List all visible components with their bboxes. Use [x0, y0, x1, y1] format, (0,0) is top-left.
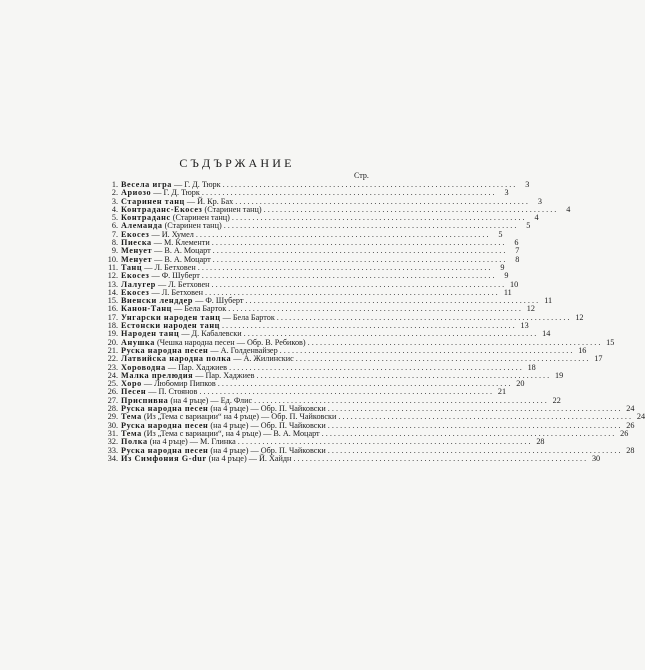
- entry-subtitle: — Пар. Хаджиев: [165, 362, 228, 372]
- entry-page-number: 18: [527, 362, 536, 372]
- entry-subtitle: — Д. Кабалевски: [179, 329, 242, 339]
- entry-number: 20.: [107, 337, 118, 347]
- entry-title: Ариозо: [121, 188, 152, 198]
- entry-page-number: 10: [510, 279, 519, 289]
- entry-page-number: 9: [504, 271, 509, 281]
- entry-title: Старинен танц: [121, 196, 185, 206]
- entry-subtitle: — А. Жилинскис: [231, 354, 294, 364]
- entry-page-number: 8: [515, 254, 520, 264]
- entry-subtitle: (Из „Тема с вариации“, на 4 ръце) — В. А. Моцарт: [141, 428, 320, 438]
- entry-subtitle: — Пар. Хаджиев: [193, 370, 255, 380]
- entry-page-number: 28: [536, 437, 545, 447]
- entry-title: Алеманда: [121, 221, 163, 231]
- entry-title: Хороводна: [121, 362, 166, 372]
- entry-title: Тема: [121, 428, 142, 438]
- entry-page-number: 3: [504, 188, 509, 198]
- entry-title: Руска народна песен: [121, 445, 209, 455]
- entry-number: 8.: [111, 238, 118, 248]
- entry-subtitle: — В. А. Моцарт: [152, 246, 211, 256]
- entry-title: Приспивна: [121, 395, 169, 405]
- entry-title: Анушка: [121, 337, 155, 347]
- entry-title: Весела игра: [121, 180, 172, 189]
- entry-subtitle: — М. Клементи: [151, 238, 210, 248]
- entry-title: Виенски ленддер: [121, 296, 194, 306]
- entry-subtitle: — Г. Д. Тюрк: [171, 180, 221, 189]
- entry-title: Народен танц: [121, 329, 180, 339]
- entry-page-number: 24: [626, 404, 635, 414]
- entry-number: 22.: [107, 354, 118, 364]
- entry-text: [121, 455, 291, 463]
- entry-subtitle: — Любомир Пипков: [141, 379, 216, 389]
- entry-number: 30.: [107, 420, 118, 430]
- entry-page-number: 19: [555, 370, 564, 380]
- entry-page-number: 14: [542, 329, 551, 339]
- entry-number: 3.: [111, 196, 118, 206]
- entry-number: 14.: [107, 287, 118, 297]
- entry-number: 16.: [107, 304, 118, 314]
- entry-number: 4.: [111, 204, 118, 214]
- entry-number: 31.: [107, 428, 118, 438]
- entry-page-number: 24: [636, 412, 645, 422]
- entry-title: Пиеска: [121, 238, 152, 248]
- page-title: СЪДЪРЖАНИЕ: [179, 156, 295, 170]
- entry-page-number: 11: [544, 296, 553, 306]
- entry-page-number: 26: [626, 420, 635, 430]
- entry-page-number: 11: [503, 287, 512, 297]
- entry-title: Канон-Танц: [121, 304, 172, 314]
- entry-title: Тема: [121, 412, 142, 422]
- entry-page-number: 5: [526, 221, 531, 231]
- entry-page-number: 30: [591, 453, 601, 463]
- entry-number: 1.: [111, 180, 118, 189]
- entry-number: 18.: [107, 321, 118, 331]
- entry-number: 13.: [107, 279, 118, 289]
- entry-title: Екосез: [121, 271, 150, 281]
- dot-leader: [291, 455, 586, 463]
- entry-subtitle: — А. Голденвайзер: [208, 345, 278, 355]
- entry-subtitle: — Бела Барток: [171, 304, 227, 314]
- entry-page-number: 21: [497, 387, 507, 397]
- entry-subtitle: — Ф. Шуберт: [149, 271, 200, 281]
- entry-title: Контраданс: [121, 213, 171, 223]
- entry-title: Руска народна песен: [121, 420, 209, 430]
- entry-number: 21.: [107, 345, 118, 355]
- entry-page-number: 16: [578, 345, 587, 355]
- entry-subtitle: (Чешка народна песен — Обр. В. Ребиков): [154, 337, 306, 347]
- entry-number: 15.: [107, 296, 118, 306]
- entry-title: Контраданс-Екосез: [121, 204, 203, 214]
- entry-page-number: 7: [515, 246, 520, 256]
- entry-subtitle: (Старинен танц): [170, 213, 230, 223]
- entry-page-number: 4: [534, 213, 539, 223]
- entry-title: Унгарски народен танц: [121, 312, 221, 322]
- entry-number: 12.: [107, 271, 118, 281]
- entry-subtitle: — Г. Д. Тюрк: [151, 188, 200, 198]
- entry-number: 10.: [107, 254, 118, 264]
- entry-subtitle: (на 4 ръце) — Обр. П. Чайковски: [208, 445, 326, 455]
- entry-number: 32.: [107, 437, 118, 447]
- entry-page-number: 3: [525, 180, 530, 189]
- entry-subtitle: (на 4 ръце) — М. Глинка: [147, 437, 236, 447]
- entry-number: 28.: [107, 404, 118, 414]
- entry-page-number: 12: [575, 312, 584, 322]
- entry-subtitle: — И. Хумел: [149, 229, 194, 239]
- entry-subtitle: — Л. Бетховен: [155, 279, 210, 289]
- entry-subtitle: (на 4 ръце) — Обр. П. Чайковски: [208, 420, 326, 430]
- entry-subtitle: (на 4 ръце) — Й. Хайдн: [206, 453, 292, 463]
- entry-page-number: 3: [537, 196, 542, 206]
- entry-subtitle: — Й. Кр. Бах: [184, 196, 234, 206]
- entry-page-number: 9: [500, 262, 505, 272]
- entry-number: 29.: [107, 412, 118, 422]
- entry-subtitle: (на 4 ръце) — Обр. П. Чайковски: [208, 404, 326, 414]
- entry-title: Из Симфония G-dur: [121, 453, 207, 463]
- table-of-contents: [99, 180, 645, 463]
- entry-page-number: 6: [514, 238, 519, 248]
- entry-subtitle: (Из „Тема с вариации“ на 4 ръце) — Обр. П. Чайковски: [141, 412, 337, 422]
- entry-number: 7.: [111, 229, 118, 239]
- entry-number: 17.: [107, 312, 118, 322]
- entry-number: 11.: [108, 262, 118, 272]
- entry-title: Руска народна песен: [121, 404, 209, 414]
- entry-number: 2.: [111, 188, 118, 198]
- entry-subtitle: (Старинен танц): [162, 221, 222, 231]
- entry-page-number: 22: [552, 395, 561, 405]
- page-column-label: Стр.: [354, 171, 369, 180]
- entry-page-number: 5: [498, 229, 503, 239]
- entry-number: 23.: [107, 362, 118, 372]
- entry-subtitle: — Ф. Шуберт: [193, 296, 244, 306]
- entry-number: 26.: [107, 387, 118, 397]
- entry-page-number: 26: [620, 428, 629, 438]
- entry-title: Лалугер: [121, 279, 156, 289]
- entry-subtitle: (на 4 ръце) — Ед. Флис: [168, 395, 253, 405]
- entry-number: 25.: [107, 379, 118, 389]
- entry-title: Менует: [121, 246, 153, 256]
- entry-page-number: 13: [520, 321, 529, 331]
- entry-number: 27.: [107, 395, 118, 405]
- entry-page-number: 20: [516, 379, 525, 389]
- entry-title: Руска народна песен: [121, 345, 209, 355]
- entry-number: 6.: [111, 221, 118, 231]
- entry-number: 24.: [107, 370, 118, 380]
- entry-page-number: 28: [626, 445, 635, 455]
- entry-title: Екосез: [121, 287, 150, 297]
- entry-title: Хоро: [121, 379, 142, 389]
- entry-page-number: 15: [606, 337, 615, 347]
- entry-title: Песен: [121, 387, 147, 397]
- entry-subtitle: — Л. Бетховен: [142, 262, 196, 272]
- entry-title: Менует: [121, 254, 153, 264]
- entry-subtitle: — П. Стоянов: [146, 387, 198, 397]
- entry-title: Естонски народен танц: [121, 321, 220, 331]
- entry-number: 33.: [107, 445, 118, 455]
- entry-number: 19.: [107, 329, 118, 339]
- entry-title: Полка: [121, 437, 148, 447]
- entry-subtitle: (Старинен танц): [202, 204, 262, 214]
- entry-page-number: 4: [566, 204, 571, 214]
- entry-number: 5.: [111, 213, 118, 223]
- entry-subtitle: — Бела Барток: [220, 312, 275, 322]
- entry-subtitle: — В. А. Моцарт: [152, 254, 211, 264]
- entry-title: Танц: [121, 262, 143, 272]
- entry-page-number: 17: [594, 354, 603, 364]
- entry-subtitle: — Л. Бетховен: [149, 287, 203, 297]
- entry-title: Малка прелюдия: [121, 370, 194, 380]
- entry-number: 34.: [107, 453, 118, 463]
- toc-entry: [99, 453, 601, 463]
- entry-page-number: 12: [526, 304, 535, 314]
- entry-title: Екосез: [121, 229, 150, 239]
- entry-title: Латвийска народна полка: [121, 354, 232, 364]
- entry-number: 9.: [111, 246, 118, 256]
